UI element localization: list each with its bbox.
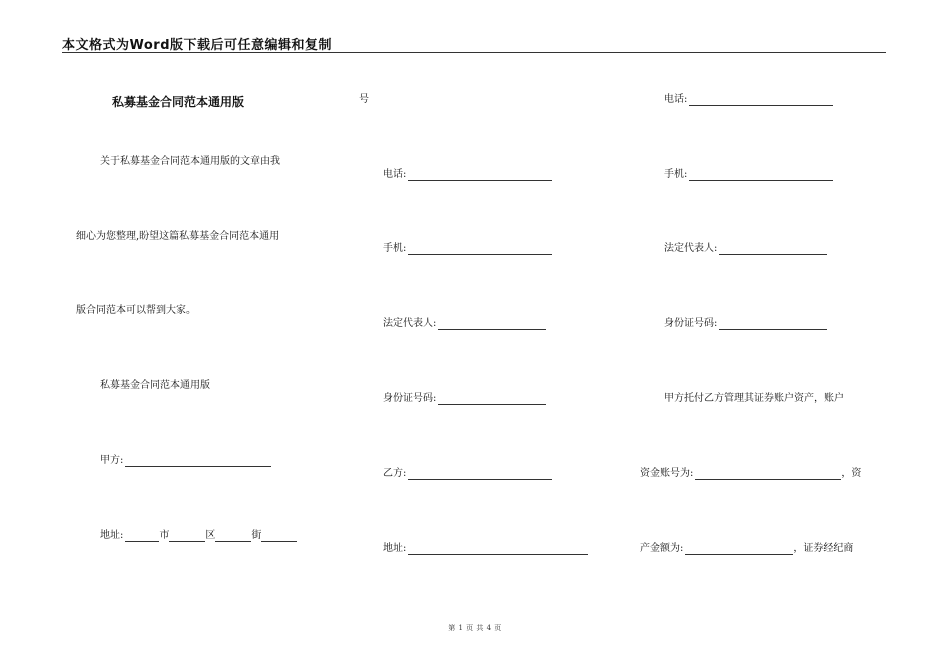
id-label-b: 身份证号码: xyxy=(664,318,718,329)
mobile-label-b: 手机: xyxy=(664,169,688,180)
legal-rep-label-b: 法定代表人: xyxy=(664,243,718,254)
phone-blank-a[interactable] xyxy=(408,171,552,181)
party-a-blank[interactable] xyxy=(125,457,271,467)
fund-account-tail: ，资 xyxy=(841,468,862,479)
street-blank[interactable] xyxy=(215,532,251,542)
legal-rep-blank-a[interactable] xyxy=(438,320,546,330)
mobile-blank-b[interactable] xyxy=(689,171,833,181)
legal-rep-field-b xyxy=(664,243,827,255)
address-field-b xyxy=(383,543,588,555)
id-field-b xyxy=(664,318,827,330)
asset-amount-blank[interactable] xyxy=(685,545,793,555)
district-blank[interactable] xyxy=(169,532,205,542)
page-footer: 第 1 页 共 4 页 xyxy=(448,624,502,632)
intro-line-3: 版合同范本可以帮到大家。 xyxy=(76,305,196,316)
street-label: 街 xyxy=(251,530,262,541)
phone-field-b xyxy=(664,94,833,106)
page-header xyxy=(62,34,886,53)
id-label-a: 身份证号码: xyxy=(383,393,437,404)
party-b-blank[interactable] xyxy=(408,470,552,480)
mobile-blank-a[interactable] xyxy=(408,245,552,255)
legal-rep-field-a xyxy=(383,318,546,330)
legal-rep-label-a: 法定代表人: xyxy=(383,318,437,329)
party-a-label: 甲方: xyxy=(100,455,124,466)
party-a-field xyxy=(100,455,271,467)
intro-line-2: 细心为您整理,盼望这篇私募基金合同范本通用 xyxy=(76,231,280,242)
entrust-text: 甲方托付乙方管理其证券账户资产，账户 xyxy=(664,393,844,404)
mobile-field-b xyxy=(664,169,833,181)
intro-line-1: 关于私募基金合同范本通用版的文章由我 xyxy=(100,156,280,167)
party-b-field xyxy=(383,468,552,480)
id-field-a xyxy=(383,393,546,405)
contract-subtitle: 私募基金合同范本通用版 xyxy=(100,380,210,391)
mobile-field-a xyxy=(383,243,552,255)
fund-account-label: 资金账号为: xyxy=(640,468,694,479)
asset-amount-label: 产金额为: xyxy=(640,543,684,554)
number-blank[interactable] xyxy=(261,532,297,542)
phone-label-b: 电话: xyxy=(664,94,688,105)
phone-label-a: 电话: xyxy=(383,169,407,180)
number-label: 号 xyxy=(359,94,369,105)
party-b-label: 乙方: xyxy=(383,468,407,479)
address-field-a xyxy=(100,530,297,542)
mobile-label-a: 手机: xyxy=(383,243,407,254)
city-label: 市 xyxy=(159,530,170,541)
asset-amount-field xyxy=(640,543,853,555)
address-label-a: 地址: xyxy=(100,530,124,541)
document-title: 私募基金合同范本通用版 xyxy=(112,95,245,109)
address-label-b: 地址: xyxy=(383,543,407,554)
legal-rep-blank-b[interactable] xyxy=(719,245,827,255)
id-blank-a[interactable] xyxy=(438,395,546,405)
district-label: 区 xyxy=(205,530,216,541)
city-blank[interactable] xyxy=(125,532,159,542)
phone-blank-b[interactable] xyxy=(689,96,833,106)
header-title: 本文格式为Word版下载后可任意编辑和复制 xyxy=(62,38,333,53)
asset-amount-tail: ，证券经纪商 xyxy=(793,543,854,554)
id-blank-b[interactable] xyxy=(719,320,827,330)
fund-account-blank[interactable] xyxy=(695,470,841,480)
phone-field-a xyxy=(383,169,552,181)
address-blank-b[interactable] xyxy=(408,545,588,555)
fund-account-field xyxy=(640,468,861,480)
